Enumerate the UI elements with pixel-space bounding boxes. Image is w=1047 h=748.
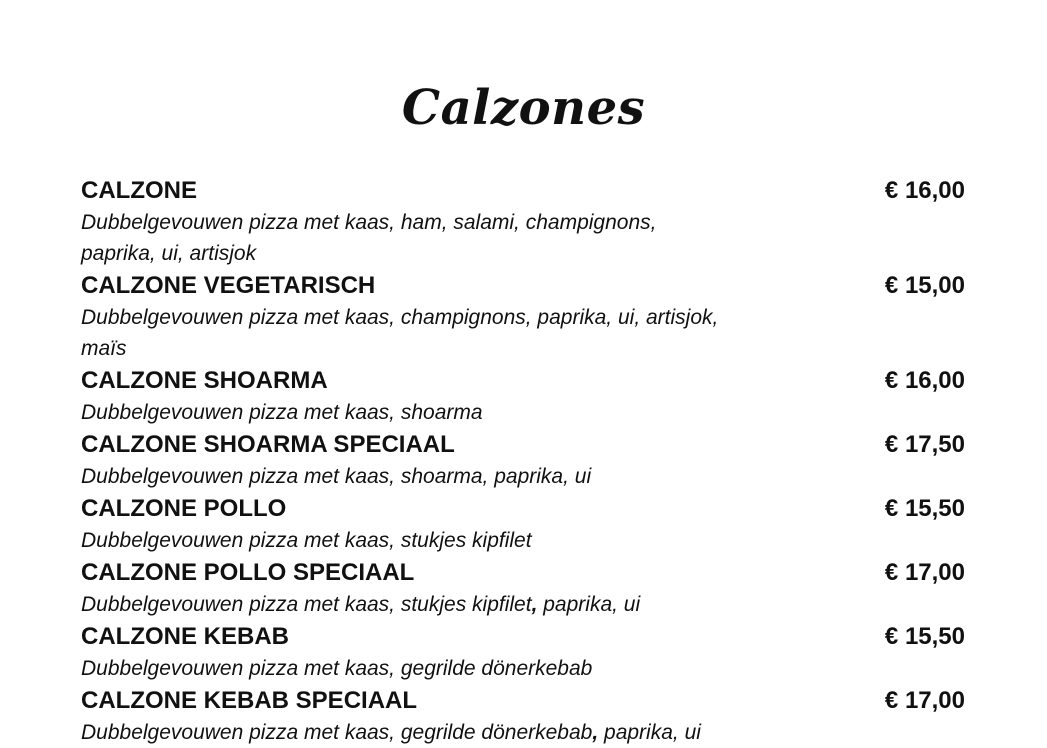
menu-item (81, 174, 965, 269)
menu-item-header (81, 620, 965, 653)
menu-item-description: Dubbelgevouwen pizza met kaas, gegrilde dönerkebab (81, 657, 593, 680)
menu-item-description: Dubbelgevouwen pizza met kaas, stukjes kipfilet (81, 529, 532, 552)
menu-item-description: Dubbelgevouwen pizza met kaas, shoarma (81, 401, 483, 424)
menu-item-name: CALZONE KEBAB (81, 623, 289, 650)
menu-item-name: CALZONE SHOARMA SPECIAAL (81, 431, 455, 458)
menu-item-header (81, 492, 965, 525)
menu-item-price: € 15,50 (884, 495, 965, 522)
menu-item-name: CALZONE VEGETARISCH (81, 272, 376, 299)
menu-item-name: CALZONE (81, 177, 197, 204)
menu-item-header (81, 684, 965, 717)
menu-item-description-comma: , (592, 721, 599, 744)
menu-item-description-text: paprika, ui (598, 721, 701, 744)
menu-item (81, 428, 965, 492)
menu-item-price: € 17,50 (884, 431, 965, 458)
menu-item-price: € 15,00 (884, 272, 965, 299)
menu-item-description-line: Dubbelgevouwen pizza met kaas, champignons, paprika, ui, artisjok, (81, 306, 719, 329)
menu-item-description-line: paprika, ui, artisjok (81, 242, 257, 265)
menu-item-header (81, 364, 965, 397)
menu-item (81, 684, 965, 748)
menu-item-header (81, 556, 965, 589)
menu-item-description-comma: , (531, 593, 538, 616)
menu-item-header (81, 174, 965, 207)
menu-item-description (81, 207, 851, 269)
menu-item-description-text: Dubbelgevouwen pizza met kaas, gegrilde dönerkebab (81, 721, 593, 744)
menu-item (81, 556, 965, 620)
menu-item-header (81, 428, 965, 461)
menu-item-price: € 16,00 (884, 367, 965, 394)
menu-item-description-text: paprika, ui (537, 593, 641, 616)
menu-item (81, 492, 965, 556)
menu-item-description (81, 302, 851, 364)
menu-list (81, 174, 965, 748)
menu-item-description (81, 589, 851, 620)
menu-item-name: CALZONE SHOARMA (81, 367, 328, 394)
menu-item-description-text: Dubbelgevouwen pizza met kaas, stukjes kipfilet (81, 593, 532, 616)
menu-item-name: CALZONE KEBAB SPECIAAL (81, 687, 418, 714)
page-title: Calzones (401, 80, 646, 136)
menu-item (81, 269, 965, 364)
menu-item-price: € 17,00 (884, 559, 965, 586)
menu-item-price: € 16,00 (884, 177, 965, 204)
menu-item-name: CALZONE POLLO SPECIAAL (81, 559, 415, 586)
menu-item-price: € 15,50 (884, 623, 965, 650)
menu-item-description (81, 717, 851, 748)
menu-item-header (81, 269, 965, 302)
menu-item-description-line: Dubbelgevouwen pizza met kaas, ham, salami, champignons, (81, 211, 657, 234)
menu-item-description: Dubbelgevouwen pizza met kaas, shoarma, paprika, ui (81, 465, 592, 488)
menu-item-price: € 17,00 (884, 687, 965, 714)
menu-item (81, 364, 965, 428)
menu-item-description-line: maïs (81, 337, 127, 360)
menu-item-name: CALZONE POLLO (81, 495, 287, 522)
menu-item (81, 620, 965, 684)
